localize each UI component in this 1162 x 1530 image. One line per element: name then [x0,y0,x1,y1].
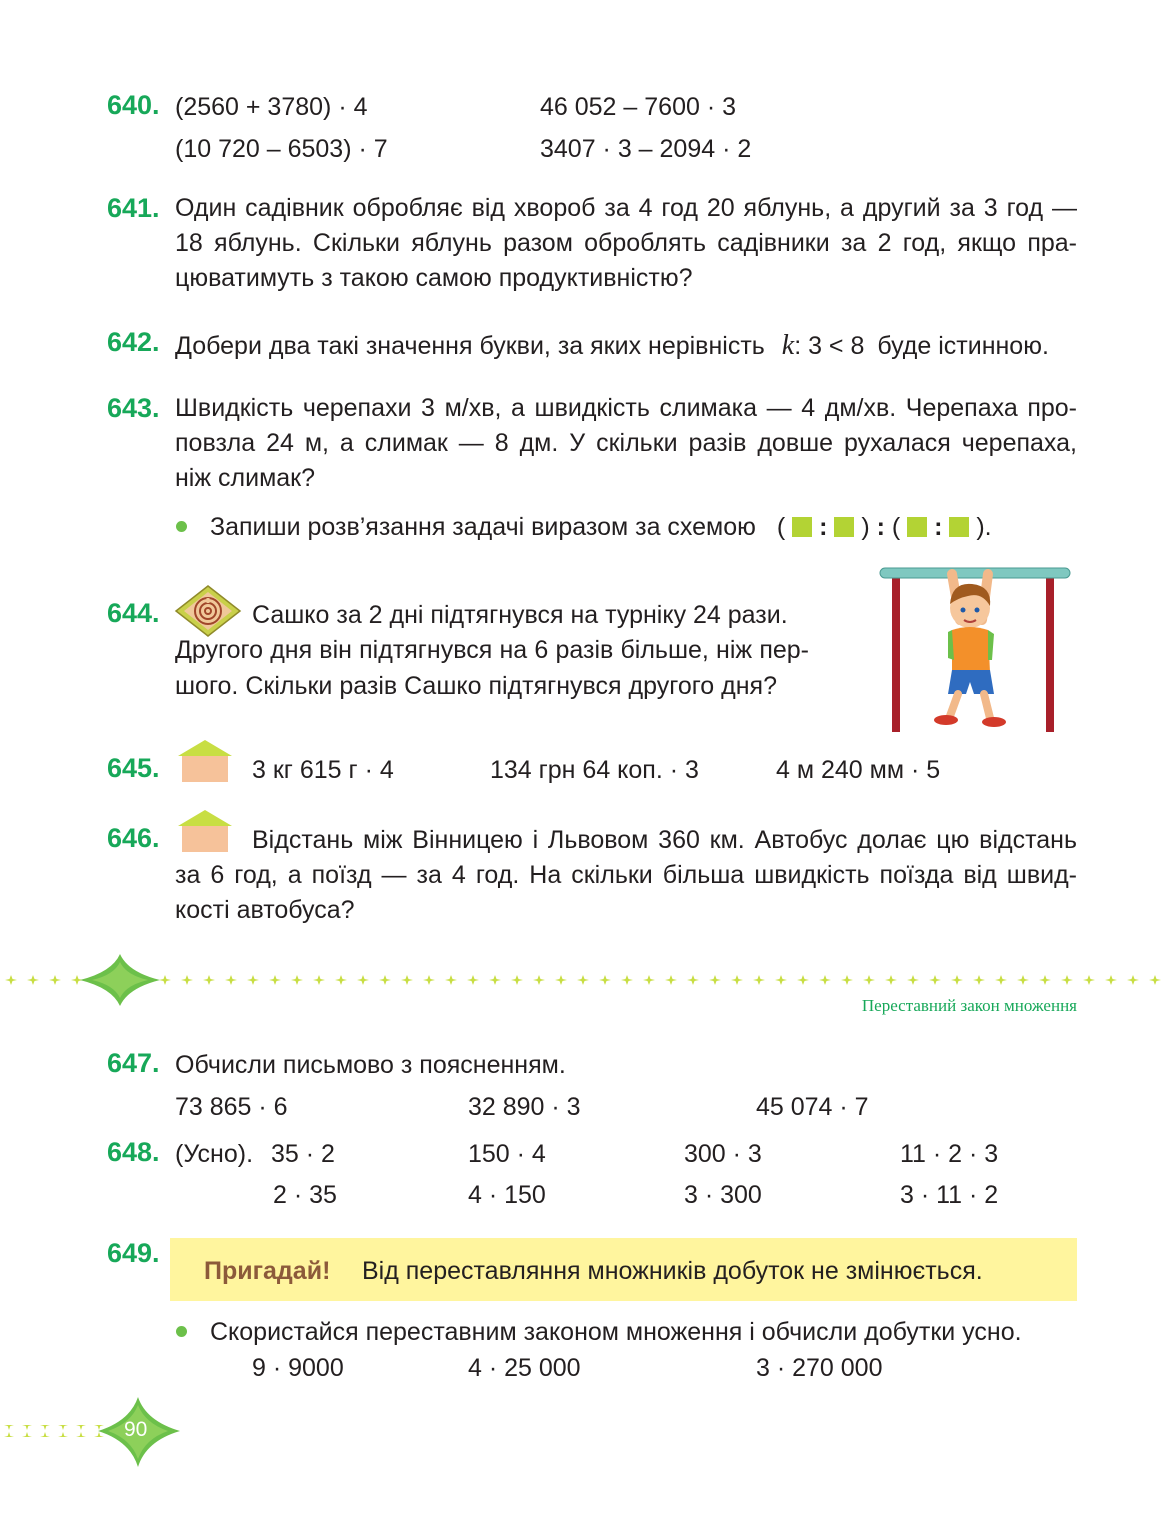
problem-text: Один садівник обробляє від хвороб за 4 год 20 яблунь, а другий за 3 год — 18 яблунь. Скільки яблунь разом оброблять садівники за 2 год, якщо пра- цюватимуть з такою самою продуктивністю? [175,194,1077,292]
expression: 150 · 4 [468,1140,546,1168]
boy-on-pullup-bar-illustration [872,560,1077,735]
expression: 4 · 25 000 [468,1354,581,1382]
bullet [176,1326,187,1337]
remember-text: Від переставляння множників добуток не змінюється. [362,1257,983,1285]
page-number: 90 [124,1418,148,1441]
exercise-number: 649. [107,1238,160,1268]
problem-text: Швидкість черепахи 3 м/хв, а швидкість слимака — 4 дм/хв. Черепаха про- повзла 24 м, а слимак — 8 дм. У скільки разів довше рухалася черепаха, ніж слимак? [175,394,1077,492]
exercise-number: 640. [107,90,160,120]
blank-square [834,517,854,537]
page-number-decoration [0,1395,200,1470]
topic-heading: Переставний закон множення [861,996,1077,1015]
expression: (10 720 – 6503) · 7 [175,135,388,163]
exercise-number: 648. [107,1137,160,1167]
exercise-number: 642. [107,327,160,357]
exercise-number: 646. [107,823,160,853]
problem-text: Обчисли письмово з поясненням. [175,1051,566,1079]
problem-text: Добери два такі значення букви, за яких нерівність k: 3 < 8 буде істинною. [175,330,1049,361]
expression: 35 · 2 [271,1140,335,1168]
expression: 46 052 – 7600 · 3 [540,93,736,121]
problem-text-line: за 6 год, а поїзд — за 4 год. На скільки більша швидкість поїзда від швид- [175,861,1077,889]
problem-text-line: кості автобуса? [175,896,355,924]
exercise-number: 641. [107,193,160,223]
expression: 9 · 9000 [252,1354,344,1382]
expression: 134 грн 64 коп. · 3 [490,756,699,784]
expression: 73 865 · 6 [175,1093,288,1121]
expression: 3407 · 3 – 2094 · 2 [540,135,752,163]
exercise-number: 644. [107,598,160,628]
expression: (2560 + 3780) · 4 [175,93,368,121]
blank-square [949,517,969,537]
expression: 3 · 11 · 2 [900,1181,999,1209]
problem-text-line: шого. Скільки разів Сашко підтягнувся другого дня? [175,672,777,700]
exercise-number: 647. [107,1048,160,1078]
variable-k: k [781,330,795,361]
problem-text-line: Відстань між Вінницею і Львовом 360 км. Автобус долає цю відстань [252,826,1077,854]
expression: 45 074 · 7 [756,1093,869,1121]
expression: 4 · 150 [468,1181,546,1209]
expression: 3 · 300 [684,1181,762,1209]
expression: 3 кг 615 г · 4 [252,756,394,784]
bullet-text: Запиши розв’язання задачі виразом за схемою ( : ) : ( : ). [210,513,992,541]
remember-box [170,1238,1077,1301]
expression: 300 · 3 [684,1140,762,1168]
house-icon [176,808,234,854]
expression: 32 890 · 3 [468,1093,581,1121]
house-icon [176,738,234,784]
exercise-number: 645. [107,753,160,783]
bullet-text: Скористайся переставним законом множення і обчисли добутки усно. [210,1318,1022,1346]
expression: 3 · 270 000 [756,1354,883,1382]
expression: 11 · 2 · 3 [900,1140,999,1168]
problem-text-line: Сашко за 2 дні підтягнувся на турніку 24 рази. [252,601,788,629]
expression: 4 м 240 мм · 5 [776,756,941,784]
blank-square [907,517,927,537]
blank-square [792,517,812,537]
bullet [176,521,187,532]
problem-text-line: Другого дня він підтягнувся на 6 разів більше, ніж пер- [175,636,809,664]
oral-label: (Усно). [175,1140,254,1168]
exercise-number: 643. [107,393,160,423]
expression: 2 · 35 [273,1181,337,1209]
maze-icon [174,584,242,638]
remember-label: Пригадай! [204,1257,331,1285]
